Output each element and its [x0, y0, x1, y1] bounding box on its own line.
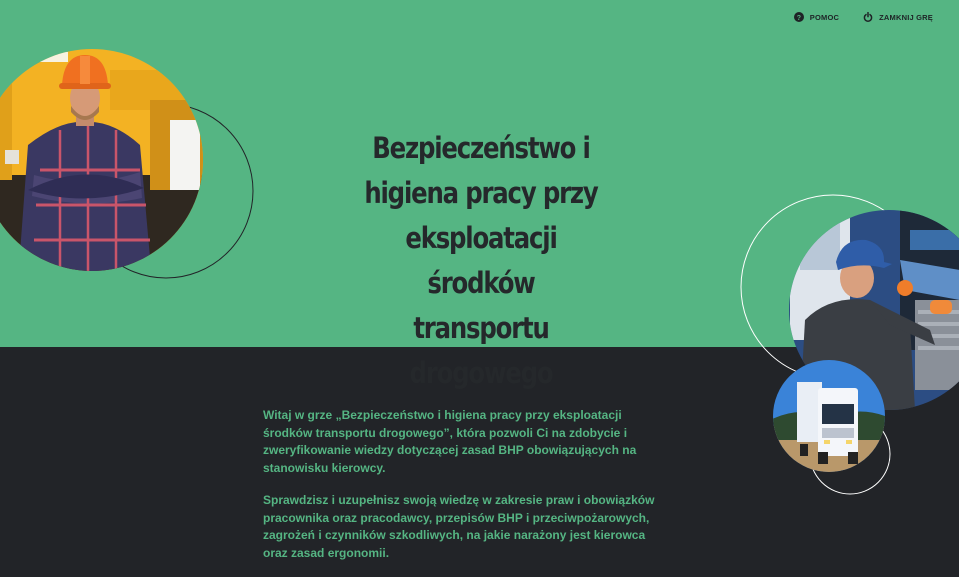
- intro-text: [263, 407, 658, 577]
- question-circle-icon: [794, 12, 804, 22]
- title-line: eksploatacji: [405, 221, 557, 255]
- title-line: drogowego: [409, 356, 553, 390]
- title-line: środków transportu: [413, 266, 549, 345]
- page-title: [363, 126, 600, 396]
- power-icon: [863, 12, 873, 22]
- close-game-label: ZAMKNIJ GRĘ: [879, 12, 933, 22]
- help-label: POMOC: [809, 12, 840, 22]
- svg-text:?: ?: [796, 15, 802, 22]
- close-game-button[interactable]: [863, 12, 933, 22]
- top-navigation: [794, 12, 933, 22]
- worker-helmet-photo: [0, 40, 210, 285]
- title-line: Bezpieczeństwo i: [372, 131, 590, 165]
- intro-paragraph-1: Witaj w grze „Bezpieczeństwo i higiena pracy przy eksploatacji środków transportu drogowego”, która pozwoli Ci na zdobycie i zweryfikowanie wiedzy dotyczącej zasad BHP obowiązujących na stanowisku kierowcy.: [263, 408, 637, 475]
- title-line: higiena pracy przy: [364, 176, 598, 210]
- help-button[interactable]: [794, 12, 839, 22]
- intro-paragraph-2: Sprawdzisz i uzupełnisz swoją wiedzę w zakresie praw i obowiązków pracownika oraz pracodawcy, przepisów BHP i przeciwpożarowych, zagrożeń i czynników szkodliwych, na jakie narażony jest kierowca oraz zasad ergonomii.: [263, 493, 655, 560]
